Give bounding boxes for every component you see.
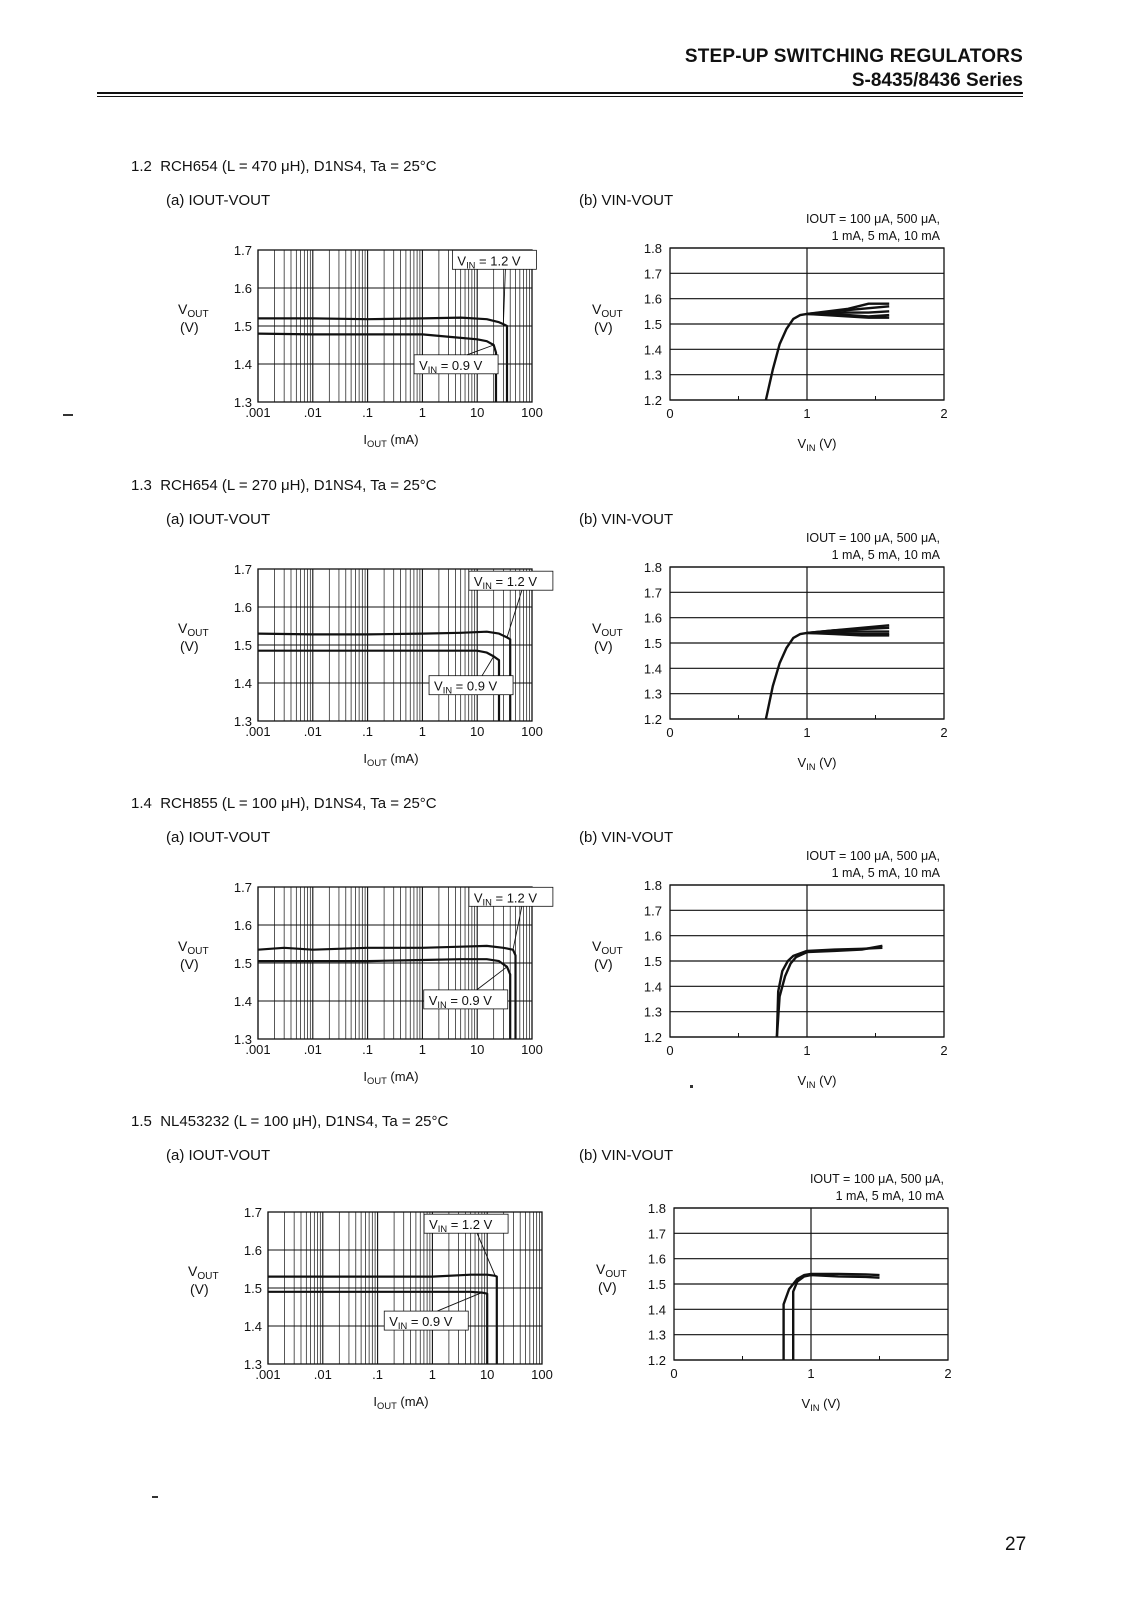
annotation-label: $V_{IN} = 0.9$ V — [419, 357, 483, 375]
x-axis-label: $I_{OUT}$ (mA) — [363, 1069, 419, 1086]
header-rule-thin — [97, 96, 1023, 97]
y-tick-label: 1.5 — [243, 1281, 262, 1296]
x-tick-label: .1 — [372, 1367, 384, 1382]
x-tick-label: .01 — [313, 1367, 332, 1382]
annotation-leader — [467, 345, 494, 355]
y-axis-label: $V_{OUT}$ — [592, 938, 623, 957]
x-tick-label: 1 — [803, 1043, 811, 1058]
y-axis-label: $V_{OUT}$ — [592, 301, 623, 320]
y-tick-label: 1.4 — [643, 661, 662, 677]
y-axis-label: $V_{OUT}$ — [592, 620, 623, 639]
annotation-label: $V_{IN} = 1.2$ V — [429, 1217, 493, 1235]
x-axis-label: $I_{OUT}$ (mA) — [373, 1394, 429, 1411]
chart-vin-vout-1-2 — [580, 210, 970, 455]
y-tick-label: 1.3 — [643, 367, 662, 383]
x-tick-label: 100 — [521, 1042, 543, 1057]
x-tick-label: 0 — [666, 725, 674, 740]
scan-speck — [63, 414, 73, 416]
x-tick-label: 10 — [479, 1367, 495, 1382]
y-axis-label: $V_{OUT}$ — [178, 938, 209, 957]
y-tick-label: 1.5 — [233, 638, 252, 653]
series-line — [777, 946, 883, 1037]
x-tick-label: .1 — [362, 1042, 374, 1057]
x-tick-label: 1 — [803, 725, 811, 740]
x-tick-label: .01 — [303, 1042, 322, 1057]
page-number: 27 — [1005, 1534, 1027, 1555]
chart-iout-vout-1-5 — [180, 1198, 570, 1418]
y-tick-label: 1.2 — [643, 393, 662, 408]
annotation-label: $V_{IN} = 0.9$ V — [389, 1314, 453, 1332]
y-tick-label: 1.7 — [647, 1226, 666, 1242]
y-axis-unit: (V) — [180, 638, 199, 654]
section-text: RCH654 (L = 470 μH), D1NS4, Ta = 25°C — [160, 158, 437, 175]
y-tick-label: 1.8 — [643, 560, 662, 575]
sublabel-a: (a) IOUT-VOUT — [166, 829, 271, 846]
y-tick-label: 1.5 — [643, 317, 662, 332]
x-tick-label: 100 — [531, 1367, 553, 1382]
legend-text: 1 mA, 5 mA, 10 mA — [831, 548, 940, 562]
header-title: STEP-UP SWITCHING REGULATORS — [684, 46, 1023, 67]
y-tick-label: 1.2 — [643, 712, 662, 727]
x-tick-label: 100 — [521, 405, 543, 420]
x-tick-label: 2 — [940, 406, 948, 421]
series-line — [793, 1275, 879, 1360]
section-text: RCH654 (L = 270 μH), D1NS4, Ta = 25°C — [160, 477, 437, 494]
annotation-label: $V_{IN} = 1.2$ V — [457, 253, 521, 271]
x-tick-label: 1 — [418, 1042, 427, 1057]
y-axis-label: $V_{OUT}$ — [188, 1263, 219, 1282]
y-tick-label: 1.6 — [647, 1251, 666, 1267]
section-title-1-3 — [131, 477, 437, 494]
legend-text: IOUT = 100 μA, 500 μA, — [805, 849, 940, 863]
sublabel-a: (a) IOUT-VOUT — [166, 192, 271, 209]
chart-vin-vout-1-3 — [580, 529, 970, 774]
y-tick-label: 1.7 — [233, 243, 252, 258]
y-tick-label: 1.7 — [643, 903, 662, 919]
x-tick-label: 0 — [670, 1366, 678, 1381]
series-line — [766, 306, 889, 400]
annotation-label: $V_{IN} = 1.2$ V — [473, 890, 538, 908]
y-tick-label: 1.7 — [243, 1205, 262, 1220]
x-tick-label: .1 — [362, 724, 374, 739]
x-tick-label: 1 — [803, 406, 811, 421]
x-tick-label: 10 — [469, 724, 485, 739]
header-series: S-8435/8436 Series — [851, 70, 1023, 91]
y-tick-label: 1.3 — [647, 1327, 666, 1343]
y-tick-label: 1.6 — [643, 610, 662, 626]
x-tick-label: 2 — [940, 1043, 948, 1058]
legend-text: IOUT = 100 μA, 500 μA, — [805, 531, 940, 545]
y-tick-label: 1.5 — [233, 319, 252, 334]
y-tick-label: 1.5 — [643, 954, 662, 969]
x-tick-label: 1 — [418, 724, 427, 739]
y-tick-label: 1.3 — [643, 686, 662, 702]
legend-text: 1 mA, 5 mA, 10 mA — [831, 866, 940, 880]
sublabel-b: (b) VIN-VOUT — [579, 511, 674, 528]
x-tick-label: 100 — [521, 724, 543, 739]
y-tick-label: 1.7 — [233, 880, 252, 895]
section-title-1-5 — [131, 1113, 448, 1130]
x-tick-label: 1 — [428, 1367, 437, 1382]
section-title-1-2 — [131, 158, 437, 175]
sublabel-b: (b) VIN-VOUT — [579, 829, 674, 846]
legend-text: IOUT = 100 μA, 500 μA, — [805, 212, 940, 226]
section-text: RCH855 (L = 100 μH), D1NS4, Ta = 25°C — [160, 795, 437, 812]
x-tick-label: 1 — [807, 1366, 815, 1381]
y-tick-label: 1.2 — [647, 1353, 666, 1368]
x-axis-label: $I_{OUT}$ (mA) — [363, 751, 419, 768]
x-axis-label: $V_{IN}$ (V) — [797, 755, 837, 772]
sublabel-a: (a) IOUT-VOUT — [166, 511, 271, 528]
x-axis-label: $V_{IN}$ (V) — [801, 1396, 841, 1413]
y-tick-label: 1.8 — [643, 241, 662, 256]
chart-vin-vout-1-4 — [580, 847, 970, 1092]
y-tick-label: 1.2 — [643, 1030, 662, 1045]
section-text: NL453232 (L = 100 μH), D1NS4, Ta = 25°C — [160, 1113, 449, 1130]
series-line — [784, 1274, 880, 1360]
x-tick-label: 2 — [944, 1366, 952, 1381]
y-tick-label: 1.8 — [643, 878, 662, 893]
y-axis-unit: (V) — [190, 1281, 209, 1297]
section-number: 1.3 — [131, 477, 152, 494]
annotation-label: $V_{IN} = 1.2$ V — [473, 574, 538, 592]
y-tick-label: 1.3 — [233, 1032, 252, 1047]
y-tick-label: 1.3 — [233, 714, 252, 729]
x-tick-label: .001 — [245, 1042, 271, 1057]
y-tick-label: 1.7 — [643, 585, 662, 601]
chart-iout-vout-1-2 — [170, 236, 560, 456]
y-axis-label: $V_{OUT}$ — [178, 301, 209, 320]
y-axis-label: $V_{OUT}$ — [178, 620, 209, 639]
x-tick-label: .1 — [362, 405, 374, 420]
chart-vin-vout-1-5 — [584, 1170, 974, 1415]
sublabel-a: (a) IOUT-VOUT — [166, 1147, 271, 1164]
y-tick-label: 1.4 — [647, 1302, 666, 1318]
series-line — [766, 625, 889, 719]
y-tick-label: 1.4 — [233, 994, 252, 1009]
x-tick-label: 0 — [666, 1043, 674, 1058]
y-axis-unit: (V) — [594, 638, 613, 654]
y-tick-label: 1.6 — [643, 291, 662, 307]
y-axis-unit: (V) — [180, 319, 199, 335]
x-tick-label: 2 — [940, 725, 948, 740]
annotation-leader — [482, 656, 494, 675]
y-tick-label: 1.6 — [643, 928, 662, 944]
y-tick-label: 1.6 — [233, 918, 252, 933]
section-number: 1.5 — [131, 1113, 152, 1130]
legend-text: IOUT = 100 μA, 500 μA, — [809, 1172, 944, 1186]
x-tick-label: .001 — [245, 724, 271, 739]
y-tick-label: 1.7 — [233, 562, 252, 577]
y-tick-label: 1.4 — [233, 357, 252, 372]
x-tick-label: .01 — [303, 724, 322, 739]
chart-iout-vout-1-3 — [170, 555, 560, 775]
legend-text: 1 mA, 5 mA, 10 mA — [831, 229, 940, 243]
y-tick-label: 1.5 — [647, 1277, 666, 1292]
annotation-leader — [477, 1233, 495, 1276]
annotation-leader — [513, 906, 522, 949]
x-tick-label: 10 — [469, 1042, 485, 1057]
x-tick-label: .001 — [245, 405, 271, 420]
y-tick-label: 1.3 — [233, 395, 252, 410]
y-axis-unit: (V) — [594, 319, 613, 335]
scan-speck — [152, 1496, 158, 1498]
y-tick-label: 1.6 — [233, 600, 252, 615]
x-tick-label: 0 — [666, 406, 674, 421]
annotation-label: $V_{IN} = 0.9$ V — [434, 678, 498, 696]
section-title-1-4 — [131, 795, 437, 812]
y-tick-label: 1.6 — [233, 281, 252, 296]
x-tick-label: 10 — [469, 405, 485, 420]
section-number: 1.4 — [131, 795, 152, 812]
y-tick-label: 1.4 — [243, 1319, 262, 1334]
scan-speck — [690, 1085, 693, 1088]
x-tick-label: .01 — [303, 405, 322, 420]
x-axis-label: $V_{IN}$ (V) — [797, 1073, 837, 1090]
y-tick-label: 1.5 — [643, 636, 662, 651]
section-number: 1.2 — [131, 158, 152, 175]
x-axis-label: $V_{IN}$ (V) — [797, 436, 837, 453]
y-tick-label: 1.4 — [643, 342, 662, 358]
y-tick-label: 1.6 — [243, 1243, 262, 1258]
y-tick-label: 1.5 — [233, 956, 252, 971]
y-axis-unit: (V) — [180, 956, 199, 972]
header-rule — [97, 92, 1023, 94]
y-axis-unit: (V) — [598, 1279, 617, 1295]
y-tick-label: 1.8 — [647, 1201, 666, 1216]
y-axis-unit: (V) — [594, 956, 613, 972]
y-tick-label: 1.4 — [233, 676, 252, 691]
sublabel-b: (b) VIN-VOUT — [579, 192, 674, 209]
x-tick-label: 1 — [418, 405, 427, 420]
y-tick-label: 1.3 — [643, 1004, 662, 1020]
y-tick-label: 1.7 — [643, 266, 662, 282]
x-tick-label: .001 — [255, 1367, 281, 1382]
legend-text: 1 mA, 5 mA, 10 mA — [835, 1189, 944, 1203]
sublabel-b: (b) VIN-VOUT — [579, 1147, 674, 1164]
y-axis-label: $V_{OUT}$ — [596, 1261, 627, 1280]
y-tick-label: 1.3 — [243, 1357, 262, 1372]
annotation-label: $V_{IN} = 0.9$ V — [428, 992, 492, 1010]
y-tick-label: 1.4 — [643, 979, 662, 995]
x-axis-label: $I_{OUT}$ (mA) — [363, 432, 419, 449]
chart-iout-vout-1-4 — [170, 873, 560, 1093]
annotation-leader — [477, 967, 507, 990]
